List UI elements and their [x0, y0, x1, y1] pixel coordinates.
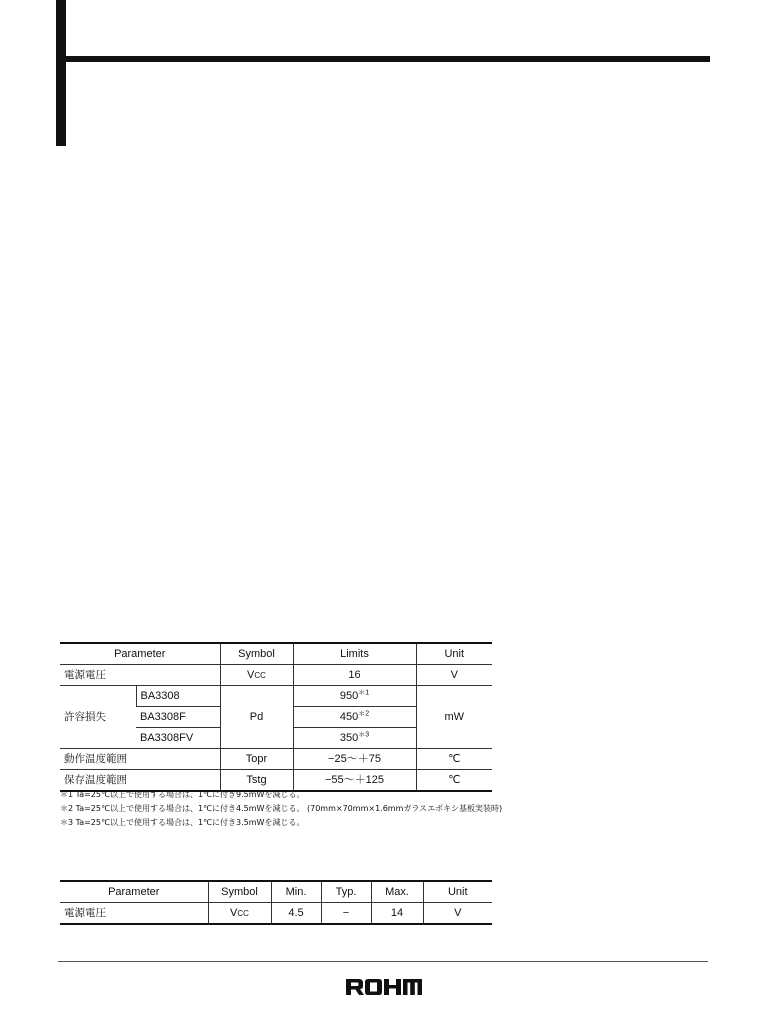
- absolute-maximum-ratings-table: [60, 642, 492, 792]
- param-power-dissipation: 許容損失: [60, 686, 136, 749]
- header-limits: Limits: [293, 643, 416, 665]
- unit-tstg: ℃: [416, 770, 492, 792]
- header-unit: Unit: [416, 643, 492, 665]
- limit-vcc: 16: [293, 665, 416, 686]
- rohm-logo: [346, 977, 422, 997]
- symbol-vcc: VCC: [208, 903, 271, 925]
- table-row: [60, 665, 492, 686]
- unit-pd: mW: [416, 686, 492, 749]
- limit-ba3308fv: 350$^{*3}$: [293, 728, 416, 749]
- unit-value: V: [423, 903, 492, 925]
- footnote-2: ＊2 Ta=25℃以上で使用する場合は、1℃に付き4.5mWを減じる。 (70mm×70mm×1.6mmガラスエポキシ基板実装時): [60, 804, 503, 813]
- model-ba3308: BA3308: [136, 686, 220, 707]
- limit-ba3308f: 450$^{*2}$: [293, 707, 416, 728]
- footnote-1: ＊1 Ta=25℃以上で使用する場合は、1℃に付き9.5mWを減じる。: [60, 790, 305, 799]
- header-vertical-bar: [56, 0, 66, 146]
- symbol-topr: Topr: [220, 749, 293, 770]
- header-horizontal-rule: [56, 56, 710, 62]
- footnotes: [60, 788, 502, 830]
- header-symbol: Symbol: [220, 643, 293, 665]
- table-row: [60, 686, 492, 707]
- header-symbol: Symbol: [208, 881, 271, 903]
- model-ba3308f: BA3308F: [136, 707, 220, 728]
- header-typ: Typ.: [321, 881, 371, 903]
- header-unit: Unit: [423, 881, 492, 903]
- param-supply-voltage: 電源電圧: [60, 665, 220, 686]
- symbol-pd: Pd: [220, 686, 293, 749]
- table-header-row: [60, 643, 492, 665]
- table-row: [60, 749, 492, 770]
- param-operating-temp: 動作温度範囲: [60, 749, 220, 770]
- header-parameter: Parameter: [60, 643, 220, 665]
- min-value: 4.5: [271, 903, 321, 925]
- recommended-operating-table: [60, 880, 492, 925]
- model-ba3308fv: BA3308FV: [136, 728, 220, 749]
- symbol-tstg: Tstg: [220, 770, 293, 792]
- footer-rule: [58, 961, 708, 962]
- param-storage-temp: 保存温度範囲: [60, 770, 220, 792]
- limit-ba3308: 950$^{*1}$: [293, 686, 416, 707]
- limit-topr: −25〜＋75: [293, 749, 416, 770]
- symbol-vcc: VCC: [220, 665, 293, 686]
- header-parameter: Parameter: [60, 881, 208, 903]
- max-value: 14: [371, 903, 423, 925]
- table-row: [60, 903, 492, 925]
- header-max: Max.: [371, 881, 423, 903]
- header-min: Min.: [271, 881, 321, 903]
- footnote-3: ＊3 Ta=25℃以上で使用する場合は、1℃に付き3.5mWを減じる。: [60, 818, 305, 827]
- unit-topr: ℃: [416, 749, 492, 770]
- param-supply-voltage: 電源電圧: [60, 903, 208, 925]
- unit-vcc: V: [416, 665, 492, 686]
- limit-tstg: −55〜＋125: [293, 770, 416, 792]
- table-header-row: [60, 881, 492, 903]
- typ-value: −: [321, 903, 371, 925]
